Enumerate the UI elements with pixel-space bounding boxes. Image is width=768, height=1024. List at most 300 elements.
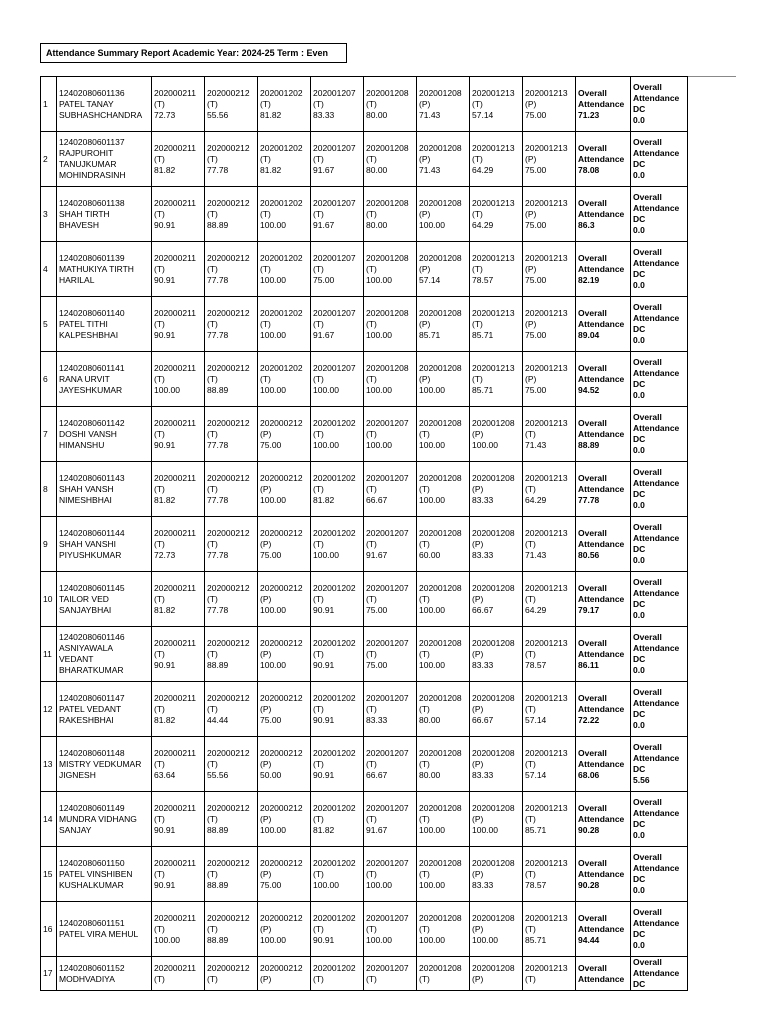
serial-number: 1 (41, 77, 57, 132)
subject-percentage: 55.56 (207, 109, 229, 120)
subject-code: 202001207 (313, 142, 356, 153)
subject-percentage: 100.00 (366, 329, 392, 340)
subject-type: (T) (313, 263, 324, 274)
subject-attendance-cell (523, 462, 576, 517)
dc-label: Attendance (633, 808, 680, 818)
subject-code: 202001208 (472, 582, 515, 593)
subject-code: 202001202 (313, 962, 356, 973)
serial-number: 12 (41, 682, 57, 737)
overall-attendance-dc-cell (631, 847, 688, 902)
subject-type: (T) (525, 593, 536, 604)
overall-value: 82.19 (578, 274, 600, 285)
overall-attendance-cell (576, 572, 631, 627)
subject-type: (T) (207, 648, 218, 659)
subject-percentage: 100.00 (313, 439, 339, 450)
dc-label: DC (633, 599, 646, 609)
overall-label: Attendance (578, 648, 625, 659)
subject-code: 202000211 (154, 912, 196, 923)
overall-value: 86.11 (578, 659, 599, 670)
student-cell (57, 407, 152, 462)
subject-type: (P) (419, 373, 431, 384)
subject-percentage: 100.00 (313, 549, 339, 560)
subject-code: 202000211 (154, 637, 196, 648)
subject-code: 202000212 (207, 802, 250, 813)
subject-attendance-cell (311, 517, 364, 572)
subject-type: (T) (154, 318, 165, 329)
subject-attendance-cell (470, 792, 523, 847)
serial-number: 5 (41, 297, 57, 352)
subject-code: 202001213 (525, 962, 568, 973)
subject-attendance-cell (311, 682, 364, 737)
serial-number: 16 (41, 902, 57, 957)
student-name-line: DOSHI VANSH (59, 428, 117, 439)
subject-attendance-cell (258, 187, 311, 242)
dc-value: 0.0 (633, 445, 645, 455)
subject-type: (T) (419, 973, 430, 984)
student-name-line: TAILOR VED (59, 593, 109, 604)
dc-label: DC (633, 269, 646, 279)
subject-code: 202000211 (154, 197, 196, 208)
overall-attendance-cell (576, 352, 631, 407)
subject-attendance-cell (311, 132, 364, 187)
subject-code: 202000212 (207, 912, 250, 923)
subject-percentage: 81.82 (154, 604, 176, 615)
subject-type: (T) (366, 813, 377, 824)
student-name-line: PATEL VIRA MEHUL (59, 929, 139, 939)
overall-label: Attendance (578, 758, 625, 769)
subject-code: 202001207 (366, 857, 409, 868)
subject-percentage: 85.71 (472, 329, 494, 340)
student-cell (57, 792, 152, 847)
subject-attendance-cell (152, 572, 205, 627)
subject-percentage: 90.91 (313, 934, 335, 945)
enrollment-number: 12402080601149 (59, 802, 125, 813)
subject-attendance-cell (417, 352, 470, 407)
subject-percentage: 64.29 (472, 219, 494, 230)
subject-attendance-cell (364, 792, 417, 847)
subject-code: 202001213 (525, 307, 568, 318)
enrollment-number: 12402080601150 (59, 857, 125, 868)
subject-percentage: 90.91 (154, 879, 176, 890)
subject-code: 202001213 (472, 197, 515, 208)
subject-code: 202000212 (207, 857, 250, 868)
subject-type: (T) (419, 428, 430, 439)
table-row (41, 737, 688, 792)
overall-attendance-cell (576, 902, 631, 957)
overall-attendance-dc-cell (631, 957, 688, 991)
subject-type: (T) (472, 263, 483, 274)
overall-label: Overall (578, 747, 607, 758)
overall-value: 94.52 (578, 384, 600, 395)
subject-attendance-cell (258, 462, 311, 517)
subject-attendance-cell (152, 187, 205, 242)
subject-type: (T) (525, 923, 536, 934)
subject-code: 202001207 (366, 802, 409, 813)
subject-code: 202001207 (366, 747, 409, 758)
subject-attendance-cell (258, 682, 311, 737)
subject-code: 202000212 (207, 252, 250, 263)
enrollment-number: 12402080601152 (59, 962, 125, 973)
subject-attendance-cell (417, 462, 470, 517)
subject-type: (T) (154, 868, 165, 879)
subject-type: (T) (313, 538, 324, 549)
subject-attendance-cell (470, 77, 523, 132)
subject-type: (P) (472, 923, 484, 934)
subject-percentage: 83.33 (472, 494, 494, 505)
overall-attendance-dc-cell (631, 627, 688, 682)
overall-label: Overall (578, 252, 607, 263)
subject-percentage: 100.00 (366, 439, 392, 450)
subject-type: (T) (154, 538, 165, 549)
serial-number: 7 (41, 407, 57, 462)
subject-code: 202001207 (313, 87, 356, 98)
dc-value: 0.0 (633, 940, 645, 950)
table-row (41, 902, 688, 957)
dc-value: 0.0 (633, 390, 645, 400)
serial-number: 15 (41, 847, 57, 902)
subject-percentage: 64.29 (525, 604, 547, 615)
dc-value: 0.0 (633, 280, 645, 290)
student-name-line: SHAH VANSHI (59, 538, 116, 549)
subject-attendance-cell (258, 792, 311, 847)
overall-label: Attendance (578, 868, 625, 879)
serial-number: 17 (41, 957, 57, 991)
table-row (41, 792, 688, 847)
student-name-line: JIGNESH (59, 769, 96, 780)
dc-value: 0.0 (633, 885, 645, 895)
subject-attendance-cell (470, 737, 523, 792)
subject-type: (T) (366, 703, 377, 714)
overall-attendance-cell (576, 77, 631, 132)
subject-code: 202001213 (525, 857, 568, 868)
subject-type: (T) (154, 703, 165, 714)
subject-code: 202001213 (472, 87, 515, 98)
subject-type: (T) (154, 923, 165, 934)
student-name-line: HIMANSHU (59, 439, 105, 450)
subject-code: 202001202 (260, 362, 303, 373)
subject-code: 202001207 (366, 527, 409, 538)
subject-type: (T) (313, 868, 324, 879)
subject-attendance-cell (311, 902, 364, 957)
overall-attendance-dc-cell (631, 352, 688, 407)
subject-percentage: 90.91 (154, 274, 176, 285)
overall-label: Overall (578, 142, 607, 153)
subject-percentage: 90.91 (154, 824, 176, 835)
subject-code: 202001207 (366, 582, 409, 593)
serial-number: 3 (41, 187, 57, 242)
subject-percentage: 90.91 (313, 659, 335, 670)
serial-number: 2 (41, 132, 57, 187)
subject-attendance-cell (258, 517, 311, 572)
table-row (41, 407, 688, 462)
subject-code: 202001207 (366, 472, 409, 483)
subject-code: 202001208 (419, 307, 462, 318)
subject-type: (T) (260, 318, 271, 329)
subject-attendance-cell (258, 572, 311, 627)
subject-code: 202001202 (313, 912, 356, 923)
subject-percentage: 60.00 (419, 549, 441, 560)
subject-attendance-cell (258, 132, 311, 187)
overall-attendance-dc-cell (631, 242, 688, 297)
subject-type: (T) (525, 868, 536, 879)
subject-type: (P) (472, 973, 484, 984)
subject-percentage: 81.82 (313, 494, 335, 505)
subject-code: 202001207 (313, 197, 356, 208)
subject-percentage: 85.71 (525, 824, 547, 835)
subject-code: 202000212 (207, 307, 250, 318)
subject-attendance-cell (470, 132, 523, 187)
subject-code: 202000211 (154, 362, 196, 373)
subject-attendance-cell (470, 627, 523, 682)
dc-label: Attendance (633, 203, 680, 213)
subject-percentage: 64.29 (472, 164, 494, 175)
subject-code: 202000211 (154, 582, 196, 593)
subject-attendance-cell (364, 517, 417, 572)
table-row (41, 627, 688, 682)
subject-code: 202000211 (154, 692, 196, 703)
subject-type: (T) (207, 98, 218, 109)
student-name-line: MODHVADIYA (59, 973, 115, 984)
subject-attendance-cell (417, 902, 470, 957)
student-name-line: SANJAY (59, 824, 92, 835)
student-name-line: JAYESHKUMAR (59, 384, 123, 395)
subject-attendance-cell (417, 957, 470, 991)
overall-attendance-cell (576, 627, 631, 682)
subject-attendance-cell (470, 572, 523, 627)
table-row (41, 847, 688, 902)
subject-type: (T) (313, 813, 324, 824)
student-name-line: HARILAL (59, 274, 95, 285)
subject-percentage: 75.00 (313, 274, 335, 285)
subject-percentage: 100.00 (313, 879, 339, 890)
overall-value: 71.23 (578, 109, 600, 120)
serial-number: 14 (41, 792, 57, 847)
serial-number: 9 (41, 517, 57, 572)
subject-percentage: 100.00 (419, 384, 445, 395)
dc-value: 0.0 (633, 225, 645, 235)
student-name-line: PIYUSHKUMAR (59, 549, 122, 560)
subject-type: (T) (207, 593, 218, 604)
subject-attendance-cell (417, 847, 470, 902)
dc-value: 0.0 (633, 720, 645, 730)
subject-code: 202001202 (260, 142, 303, 153)
overall-attendance-cell (576, 462, 631, 517)
overall-value: 89.04 (578, 329, 600, 340)
subject-code: 202001202 (313, 802, 356, 813)
subject-type: (P) (419, 263, 431, 274)
subject-percentage: 55.56 (207, 769, 229, 780)
table-row (41, 77, 688, 132)
subject-attendance-cell (417, 242, 470, 297)
subject-type: (T) (525, 648, 536, 659)
subject-type: (T) (472, 98, 483, 109)
subject-code: 202000212 (207, 527, 250, 538)
subject-code: 202001208 (472, 417, 515, 428)
subject-code: 202001208 (366, 142, 409, 153)
subject-type: (T) (313, 373, 324, 384)
student-cell (57, 187, 152, 242)
enrollment-number: 12402080601146 (59, 632, 125, 642)
student-name-line: VEDANT (59, 654, 94, 664)
dc-label: Attendance (633, 643, 680, 653)
subject-type: (T) (419, 923, 430, 934)
subject-percentage: 91.67 (366, 549, 388, 560)
subject-percentage: 100.00 (260, 934, 286, 945)
subject-attendance-cell (364, 187, 417, 242)
subject-percentage: 100.00 (154, 384, 180, 395)
subject-code: 202001208 (366, 362, 409, 373)
subject-code: 202001213 (525, 142, 568, 153)
enrollment-number: 12402080601143 (59, 472, 125, 483)
student-name-line: RANA URVIT (59, 373, 110, 384)
dc-label: DC (633, 819, 646, 829)
subject-attendance-cell (152, 242, 205, 297)
student-name-line: RAKESHBHAI (59, 714, 114, 725)
dc-label: Overall (633, 687, 662, 697)
subject-type: (T) (366, 758, 377, 769)
subject-percentage: 100.00 (313, 384, 339, 395)
subject-attendance-cell (152, 682, 205, 737)
table-row (41, 572, 688, 627)
dc-label: Attendance (633, 588, 680, 598)
subject-type: (T) (472, 318, 483, 329)
table-row (41, 352, 688, 407)
subject-type: (T) (366, 318, 377, 329)
subject-code: 202001208 (419, 582, 462, 593)
subject-type: (T) (154, 758, 165, 769)
subject-type: (P) (472, 538, 484, 549)
subject-code: 202000212 (260, 417, 303, 428)
serial-number: 10 (41, 572, 57, 627)
subject-percentage: 83.33 (313, 109, 335, 120)
subject-percentage: 75.00 (525, 329, 547, 340)
dc-label: DC (633, 324, 646, 334)
subject-attendance-cell (417, 407, 470, 462)
subject-type: (P) (260, 703, 272, 714)
subject-percentage: 77.78 (207, 329, 229, 340)
subject-attendance-cell (470, 352, 523, 407)
subject-code: 202001208 (419, 362, 462, 373)
subject-percentage: 57.14 (419, 274, 441, 285)
subject-attendance-cell (470, 242, 523, 297)
subject-attendance-cell (364, 407, 417, 462)
subject-percentage: 85.71 (472, 384, 494, 395)
subject-code: 202001202 (260, 307, 303, 318)
subject-code: 202001213 (525, 802, 568, 813)
overall-value: 79.17 (578, 604, 600, 615)
subject-code: 202001208 (419, 962, 462, 973)
dc-label: Overall (633, 137, 662, 147)
subject-attendance-cell (470, 407, 523, 462)
subject-code: 202001208 (472, 912, 515, 923)
subject-code: 202000211 (154, 527, 196, 538)
overall-value: 72.22 (578, 714, 600, 725)
subject-code: 202001213 (525, 472, 568, 483)
subject-percentage: 100.00 (419, 439, 445, 450)
overall-label: Overall (578, 197, 607, 208)
subject-attendance-cell (523, 627, 576, 682)
subject-percentage: 100.00 (366, 934, 392, 945)
subject-code: 202001207 (366, 962, 409, 973)
overall-attendance-dc-cell (631, 132, 688, 187)
subject-type: (T) (313, 318, 324, 329)
dc-label: Overall (633, 957, 662, 967)
subject-type: (P) (260, 538, 272, 549)
overall-attendance-dc-cell (631, 77, 688, 132)
subject-code: 202001208 (472, 747, 515, 758)
subject-code: 202001207 (313, 307, 356, 318)
subject-attendance-cell (523, 77, 576, 132)
subject-type: (P) (260, 648, 272, 659)
subject-percentage: 90.91 (154, 329, 176, 340)
dc-label: Overall (633, 907, 662, 917)
subject-attendance-cell (523, 847, 576, 902)
subject-code: 202000211 (154, 857, 196, 868)
overall-attendance-dc-cell (631, 792, 688, 847)
subject-attendance-cell (258, 627, 311, 682)
subject-percentage: 72.73 (154, 549, 176, 560)
overall-attendance-dc-cell (631, 517, 688, 572)
subject-attendance-cell (417, 572, 470, 627)
subject-code: 202001208 (419, 197, 462, 208)
subject-percentage: 91.67 (313, 219, 335, 230)
table-row (41, 187, 688, 242)
subject-attendance-cell (311, 462, 364, 517)
subject-attendance-cell (311, 407, 364, 462)
subject-attendance-cell (258, 902, 311, 957)
subject-percentage: 75.00 (260, 549, 282, 560)
overall-value: 90.28 (578, 879, 600, 890)
subject-code: 202001207 (313, 362, 356, 373)
subject-attendance-cell (258, 957, 311, 991)
subject-type: (T) (419, 868, 430, 879)
report-title: Attendance Summary Report Academic Year: 2024-25 Term : Even (40, 43, 347, 63)
subject-code: 202001208 (366, 307, 409, 318)
subject-percentage: 77.78 (207, 164, 229, 175)
subject-percentage: 83.33 (472, 659, 494, 670)
student-cell (57, 572, 152, 627)
dc-label: Attendance (633, 423, 680, 433)
overall-label: Overall (578, 307, 607, 318)
subject-attendance-cell (311, 957, 364, 991)
subject-code: 202000212 (207, 582, 250, 593)
dc-value: 0.0 (633, 335, 645, 345)
student-cell (57, 242, 152, 297)
subject-percentage: 100.00 (419, 604, 445, 615)
subject-type: (T) (207, 703, 218, 714)
subject-attendance-cell (152, 627, 205, 682)
subject-type: (T) (525, 538, 536, 549)
subject-attendance-cell (417, 792, 470, 847)
subject-type: (T) (366, 923, 377, 934)
subject-attendance-cell (205, 847, 258, 902)
subject-code: 202001208 (472, 637, 515, 648)
overall-attendance-dc-cell (631, 462, 688, 517)
table-row (41, 682, 688, 737)
subject-code: 202000212 (207, 472, 250, 483)
subject-percentage: 91.67 (366, 824, 388, 835)
dc-label: Attendance (633, 258, 680, 268)
subject-code: 202001202 (313, 527, 356, 538)
subject-attendance-cell (364, 297, 417, 352)
subject-attendance-cell (523, 132, 576, 187)
subject-attendance-cell (311, 792, 364, 847)
subject-type: (P) (419, 98, 431, 109)
subject-code: 202001202 (313, 637, 356, 648)
overall-label: Attendance (578, 483, 625, 494)
overall-attendance-cell (576, 737, 631, 792)
subject-percentage: 66.67 (472, 714, 494, 725)
